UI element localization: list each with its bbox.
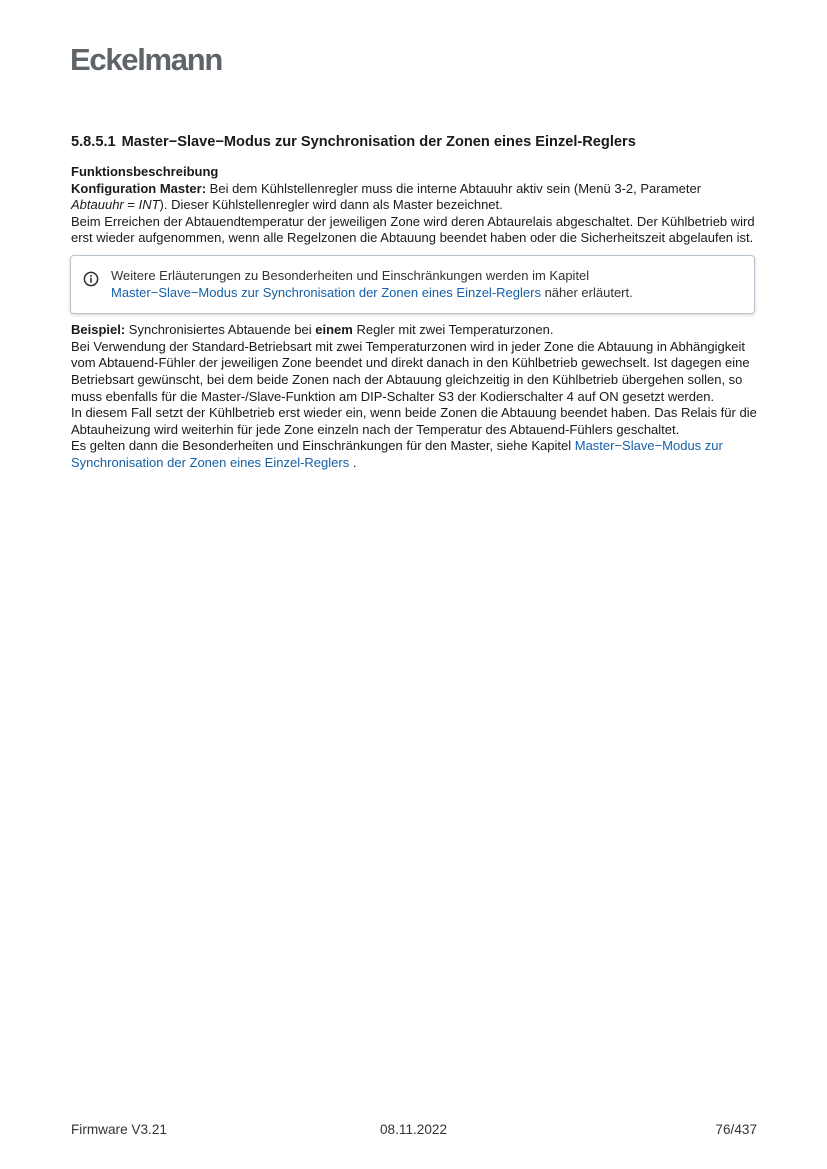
note-text-start: Weitere Erläuterungen zu Besonderheiten und Einschränkungen werden im Kapitel — [111, 267, 590, 283]
note-chapter-link[interactable]: Master−Slave−Modus zur Synchronisation der Zonen eines Einzel-Reglers — [111, 284, 541, 300]
config-paragraph — [71, 181, 757, 214]
example-text-2: Regler mit zwei Temperaturzonen. — [352, 322, 554, 338]
main-content — [71, 131, 757, 472]
section-number: 5.8.5.1 — [71, 134, 116, 150]
note-text-end: näher erläutert. — [540, 284, 633, 300]
company-logo: Eckelmann — [70, 42, 222, 77]
config-text-end: ). Dieser Kühlstellenregler wird dann als Master bezeichnet. — [159, 197, 503, 213]
example-paragraph-1: Bei Verwendung der Standard-Betriebsart mit zwei Temperaturzonen wird in jeder Zone die Abtauung in Abhängigkeit vom Abtauend-Fühler der jeweiligen Zone beendet und direkt danach in den Kühlbetrieb gewechselt. Ist dagegen eine Betriebsart gewünscht, bei dem beide Zonen nach der Abtauung gleichzeitig in den Kühlbetrieb übergehen sollen, so muss ebenfalls für die Master-/Slave-Funktion am DIP-Schalter S3 der Kodierschalter 4 auf ON gesetzt werden. — [71, 338, 750, 404]
note-text — [111, 268, 742, 301]
example-chapter-link[interactable]: Master−Slave−Modus zur Synchronisation der Zonen eines Einzel-Reglers — [71, 438, 723, 470]
example-paragraph-2: In diesem Fall setzt der Kühlbetrieb erst wieder ein, wenn beide Zonen die Abtauung beendet haben. Das Relais für die Abtauheizung wird weiterhin für jede Zone einzeln nach der Temperatur des Abtauend-Fühlers geschaltet. — [71, 405, 757, 437]
section-title: Master−Slave−Modus zur Synchronisation der Zonen eines Einzel-Reglers — [121, 134, 636, 150]
example-paragraph-3 — [71, 438, 757, 471]
example-emph: einem — [315, 322, 353, 338]
footer-firmware: Firmware V3.21 — [71, 1122, 167, 1137]
example-label: Beispiel: — [71, 322, 126, 338]
example-text-1: Synchronisiertes Abtauende bei — [125, 322, 316, 338]
example-intro — [71, 322, 757, 339]
subheading: Funktionsbeschreibung — [71, 164, 219, 179]
config-text: Bei dem Kühlstellenregler muss die interne Abtauuhr aktiv sein (Menü 3-2, Parameter — [206, 180, 702, 196]
section-heading — [71, 131, 757, 153]
example-para-3-text: Es gelten dann die Besonderheiten und Einschränkungen für den Master, siehe Kapitel — [71, 438, 575, 454]
config-param: Abtauuhr — [71, 197, 124, 213]
info-icon — [83, 271, 99, 287]
page-footer — [71, 1122, 757, 1140]
example-para-3-end: . — [349, 454, 357, 470]
config-eq: = — [123, 197, 139, 213]
defrost-end-paragraph: Beim Erreichen der Abtauendtemperatur der jeweiligen Zone wird deren Abtaurelais abgeschaltet. Der Kühlbetrieb wird erst wieder aufgenommen, wenn alle Regelzonen die Abtauung beendet haben oder die Sicherheitszeit abgelaufen ist. — [71, 213, 755, 246]
config-label: Konfiguration Master: — [71, 180, 207, 196]
info-note — [70, 255, 755, 314]
footer-date: 08.11.2022 — [380, 1122, 448, 1137]
footer-page-number: 76/437 — [715, 1122, 757, 1137]
config-value: INT — [138, 197, 160, 213]
